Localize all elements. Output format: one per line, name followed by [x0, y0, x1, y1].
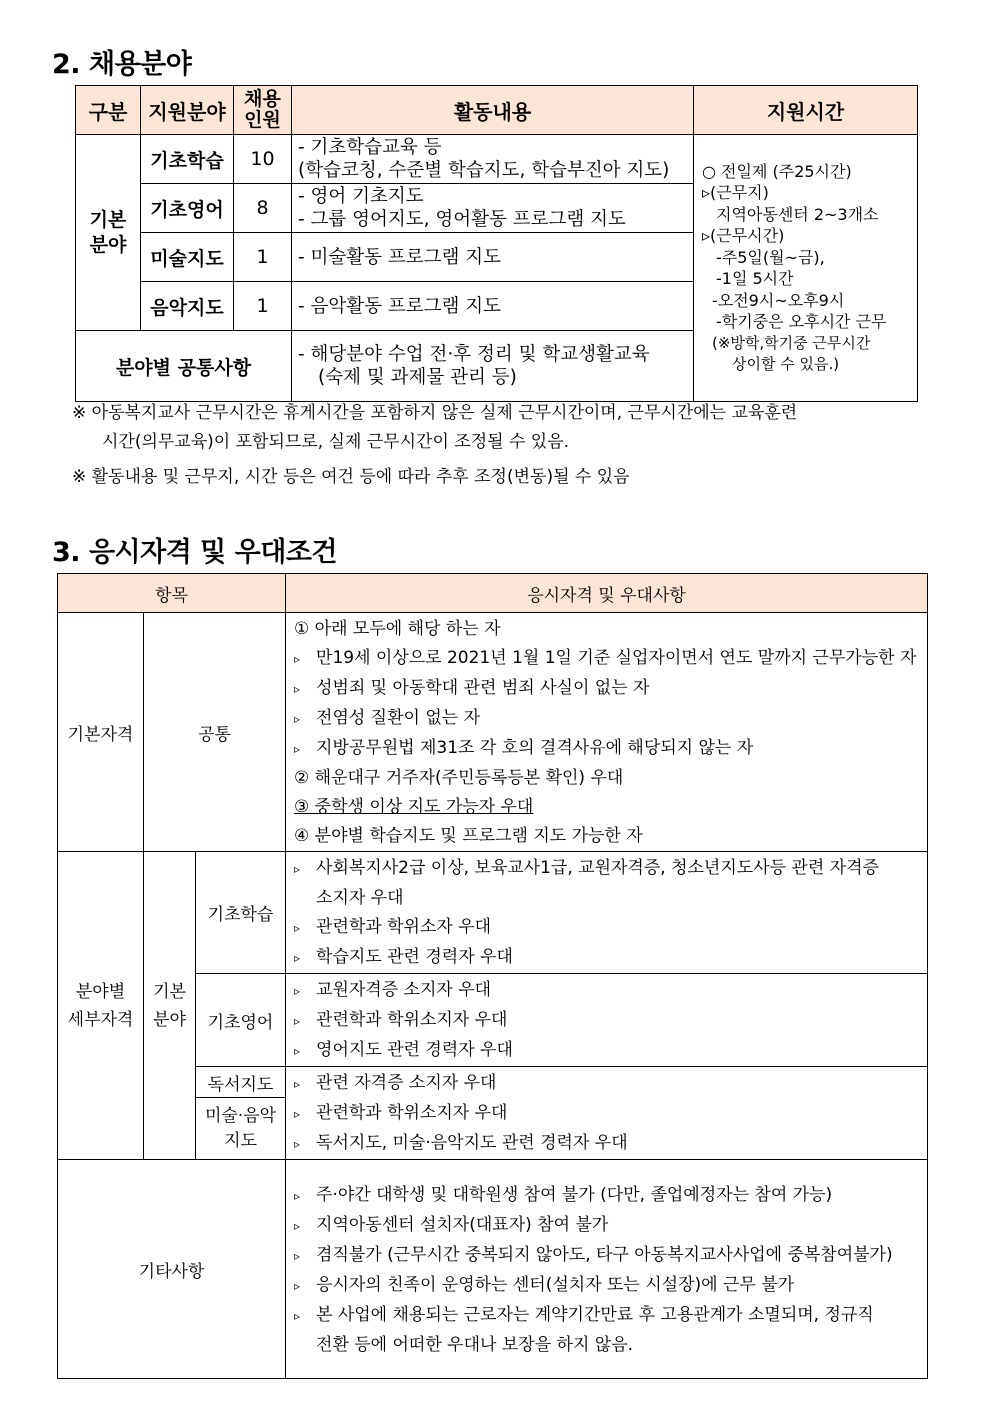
qualification-header-row [58, 574, 928, 613]
line-text: ② 해운대구 거주자(주민등록등본 확인) 우대 [294, 768, 624, 788]
line-text: ③ 중학생 이상 지도 가능자 우대 [294, 797, 534, 817]
table-row [76, 135, 918, 184]
triangle-bullet-icon: ▹ [294, 951, 301, 965]
header-category: 구분 [76, 86, 141, 135]
detail-lines [286, 1067, 928, 1160]
list-item [294, 793, 923, 822]
line-text: 성범죄 및 아동학대 관련 범죄 사실이 없는 자 [316, 678, 650, 698]
triangle-bullet-icon: ▹ [294, 1278, 301, 1293]
line-text: 사회복지사2급 이상, 보육교사1급, 교원자격증, 청소년지도사등 관련 자격증 [316, 858, 879, 878]
activity-cell [292, 282, 694, 331]
note-block [72, 399, 932, 492]
triangle-bullet-icon: ▹ [294, 1014, 301, 1028]
schedule-line: -1일 5시간 [716, 269, 794, 288]
list-item [294, 764, 923, 793]
detail-field: 기초영어 [196, 974, 286, 1067]
line-text: 교원자격증 소지자 우대 [316, 980, 492, 1000]
list-item [294, 884, 923, 913]
group-label [76, 135, 141, 331]
activity-line: - 해당분야 수업 전·후 정리 및 학교생활교육 [298, 344, 650, 365]
recruitment-table [75, 85, 918, 402]
triangle-bullet-icon: ▹ [294, 652, 301, 666]
table-row [58, 852, 928, 974]
schedule-line: ▹(근무시간) [702, 226, 785, 245]
header-count [234, 86, 292, 135]
detail-field: 독서지도 [196, 1067, 286, 1098]
line-text: ④ 분야별 학습지도 및 프로그램 지도 가능한 자 [294, 826, 643, 846]
line-text: 전환 등에 어떠한 우대나 보장을 하지 않음. [316, 1334, 634, 1355]
header-count-text: 채용 인원 [244, 88, 281, 131]
detail-field-text: 미술·음악 지도 [204, 1105, 277, 1151]
line-text: 학습지도 관련 경력자 우대 [316, 947, 513, 967]
other-lines [286, 1160, 928, 1379]
detail-field: 기초학습 [196, 852, 286, 974]
detail-lines [286, 852, 928, 974]
list-item [294, 734, 923, 764]
list-item [294, 615, 923, 644]
detail-lines [286, 974, 928, 1067]
line-text: 소지자 우대 [316, 888, 404, 908]
activity-cell [292, 184, 694, 233]
triangle-bullet-icon: ▹ [294, 712, 301, 726]
line-text: 겸직불가 (근무시간 중복되지 않아도, 타구 아동복지교사사업에 중복참여불가) [316, 1244, 893, 1265]
activity-line: - 영어 기초지도 [298, 186, 424, 207]
schedule-line: 지역아동센터 2~3개소 [716, 204, 879, 224]
line-text: 관련학과 학위소지자 우대 [316, 1103, 508, 1123]
list-item [294, 1129, 923, 1159]
schedule-line: 상이할 수 있음.) [732, 355, 840, 373]
list-item [294, 1331, 923, 1360]
qualification-table [57, 573, 928, 1379]
activity-line: (숙제 및 과제물 관리 등) [318, 367, 517, 388]
line-text: 전염성 질환이 없는 자 [316, 708, 481, 728]
field-cell: 음악지도 [141, 282, 234, 331]
other-label: 기타사항 [58, 1160, 286, 1379]
table-row [58, 613, 928, 852]
schedule-line: (※방학,학기중 근무시간 [712, 333, 871, 352]
detail-sub [144, 852, 196, 1160]
triangle-bullet-icon: ▹ [294, 1218, 301, 1233]
list-item [294, 1069, 923, 1099]
triangle-bullet-icon: ▹ [294, 1107, 301, 1121]
header-schedule: 지원시간 [694, 86, 918, 135]
header-field: 지원분야 [141, 86, 234, 135]
schedule-line: -오전9시~오후9시 [712, 290, 845, 310]
line-text: 응시자의 친족이 운영하는 센터(설치자 또는 시설장)에 근무 불가 [316, 1274, 795, 1295]
activity-line: - 음악활동 프로그램 지도 [298, 295, 502, 317]
recruitment-header-row [76, 86, 918, 135]
triangle-bullet-icon: ▹ [294, 1077, 301, 1091]
line-text: 관련학과 학위소지자 우대 [316, 1010, 508, 1030]
list-item [294, 822, 923, 851]
schedule-line: ▹(근무지) [702, 183, 769, 202]
line-text: 주·야간 대학생 및 대학원생 참여 불가 (다만, 졸업예정자는 참여 가능) [316, 1184, 833, 1205]
list-item [294, 674, 923, 704]
count-cell: 10 [234, 135, 292, 184]
list-item [294, 1241, 923, 1271]
activity-cell [292, 331, 694, 402]
header-item: 항목 [58, 574, 286, 613]
group-label-text: 기본 분야 [89, 208, 127, 256]
count-cell: 1 [234, 282, 292, 331]
activity-line: - 미술활동 프로그램 지도 [298, 246, 502, 268]
line-text: 본 사업에 채용되는 근로자는 계약기간만료 후 고용관계가 소멸되며, 정규직 [316, 1304, 874, 1325]
schedule-line: ○ 전일제 (주25시간) [702, 161, 852, 181]
list-item [294, 943, 923, 973]
triangle-bullet-icon: ▹ [294, 682, 301, 696]
triangle-bullet-icon: ▹ [294, 1188, 301, 1203]
note-line: 시간(의무교육)이 포함되므로, 실제 근무시간이 조정될 수 있음. [102, 432, 570, 452]
triangle-bullet-icon: ▹ [294, 921, 301, 935]
line-text: 관련 자격증 소지자 우대 [316, 1073, 497, 1093]
note-line: ※ 활동내용 및 근무지, 시간 등은 여건 등에 따라 추후 조정(변동)될 수 있음 [72, 467, 630, 487]
list-item [294, 976, 923, 1006]
list-item [294, 1099, 923, 1129]
basic-label: 기본자격 [58, 613, 144, 852]
list-item [294, 1301, 923, 1331]
list-item [294, 913, 923, 943]
list-item [294, 1036, 923, 1066]
schedule-cell [694, 135, 918, 402]
detail-sub-text: 기본 분야 [153, 981, 186, 1030]
triangle-bullet-icon: ▹ [294, 1308, 301, 1323]
detail-label-text: 분야별 세부자격 [67, 981, 134, 1030]
triangle-bullet-icon: ▹ [294, 862, 301, 876]
note-line: ※ 아동복지교사 근무시간은 휴게시간을 포함하지 않은 실제 근무시간이며, 근무시간에는 교육훈련 [72, 403, 798, 423]
field-cell: 미술지도 [141, 233, 234, 282]
triangle-bullet-icon: ▹ [294, 984, 301, 998]
count-cell: 1 [234, 233, 292, 282]
activity-line: - 기초학습교육 등 [298, 137, 442, 158]
list-item [294, 1181, 923, 1211]
header-activity: 활동내용 [292, 86, 694, 135]
list-item [294, 854, 923, 884]
line-text: 관련학과 학위소자 우대 [316, 917, 492, 937]
section3-title: 3. 응시자격 및 우대조건 [52, 537, 337, 568]
activity-line: (학습코칭, 수준별 학습지도, 학습부진아 지도) [298, 160, 670, 181]
detail-field [196, 1098, 286, 1160]
line-text: 영어지도 관련 경력자 우대 [316, 1040, 513, 1060]
detail-label [58, 852, 144, 1160]
activity-line: - 그룹 영어지도, 영어활동 프로그램 지도 [298, 209, 626, 230]
field-cell: 기초영어 [141, 184, 234, 233]
activity-cell [292, 233, 694, 282]
count-cell: 8 [234, 184, 292, 233]
line-text: 만19세 이상으로 2021년 1월 1일 기준 실업자이면서 연도 말까지 근무가능한 자 [316, 648, 917, 668]
line-text: 지역아동센터 설치자(대표자) 참여 불가 [316, 1214, 609, 1235]
common-label: 분야별 공통사항 [76, 331, 292, 402]
table-row [58, 1160, 928, 1379]
triangle-bullet-icon: ▹ [294, 1137, 301, 1151]
line-text: ① 아래 모두에 해당 하는 자 [294, 619, 501, 639]
triangle-bullet-icon: ▹ [294, 1248, 301, 1263]
triangle-bullet-icon: ▹ [294, 1044, 301, 1058]
schedule-line: -학기중은 오후시간 근무 [716, 312, 887, 331]
line-text: 지방공무원법 제31조 각 호의 결격사유에 해당되지 않는 자 [316, 738, 754, 758]
field-cell: 기초학습 [141, 135, 234, 184]
section2-title: 2. 채용분야 [52, 49, 192, 80]
line-text: 독서지도, 미술·음악지도 관련 경력자 우대 [316, 1133, 628, 1153]
basic-sub: 공통 [144, 613, 286, 852]
activity-cell [292, 135, 694, 184]
schedule-line: -주5일(월~금), [716, 247, 825, 267]
triangle-bullet-icon: ▹ [294, 742, 301, 756]
list-item [294, 1006, 923, 1036]
header-qualification: 응시자격 및 우대사항 [286, 574, 928, 613]
list-item [294, 1211, 923, 1241]
list-item [294, 644, 923, 674]
list-item [294, 704, 923, 734]
basic-lines [286, 613, 928, 852]
list-item [294, 1271, 923, 1301]
